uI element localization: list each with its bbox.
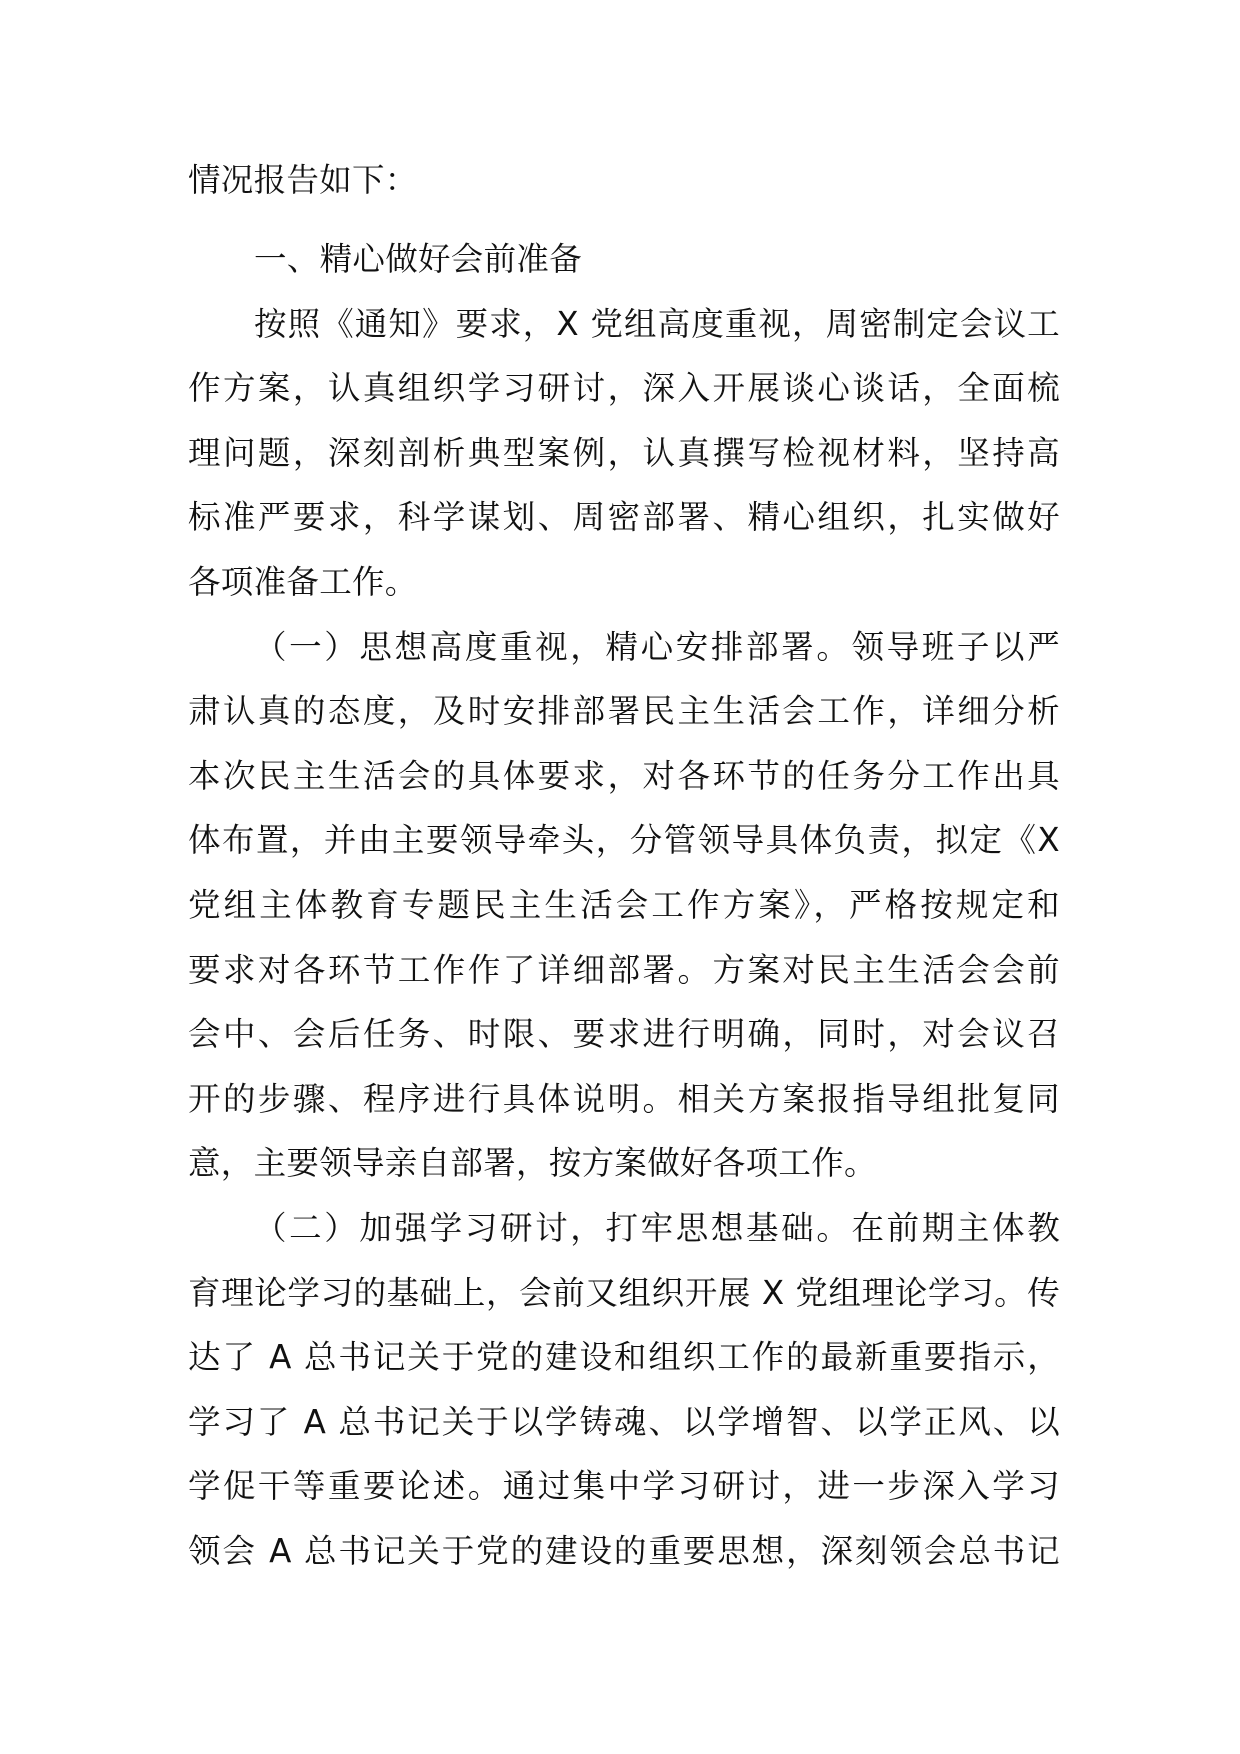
paragraph-2-line-5: 党组主体教育专题民主生活会工作方案》，严格按规定和	[188, 885, 1060, 924]
paragraph-2-line-9: 意，主要领导亲自部署，按方案做好各项工作。	[188, 1144, 877, 1183]
paragraph-2-line-1: （一）思想高度重视，精心安排部署。领导班子以严	[254, 627, 1060, 666]
paragraph-3-line-2: 育理论学习的基础上，会前又组织开展 X 党组理论学习。传	[188, 1273, 1060, 1312]
paragraph-3-line-5: 学促干等重要论述。通过集中学习研讨，进一步深入学习	[188, 1467, 1060, 1506]
paragraph-2-line-6: 要求对各环节工作作了详细部署。方案对民主生活会会前	[188, 950, 1060, 989]
paragraph-1-line-1: 按照《通知》要求，X 党组高度重视，周密制定会议工	[254, 304, 1060, 343]
paragraph-2-line-3: 本次民主生活会的具体要求，对各环节的任务分工作出具	[188, 756, 1060, 795]
paragraph-1-line-2: 作方案，认真组织学习研讨，深入开展谈心谈话，全面梳	[188, 369, 1060, 408]
paragraph-1-line-4: 标准严要求，科学谋划、周密部署、精心组织，扎实做好	[188, 498, 1060, 537]
paragraph-2-line-4: 体布置，并由主要领导牵头，分管领导具体负责，拟定《X	[188, 821, 1060, 860]
paragraph-3-line-1: （二）加强学习研讨，打牢思想基础。在前期主体教	[254, 1208, 1060, 1247]
paragraph-3-line-6: 领会 A 总书记关于党的建设的重要思想，深刻领会总书记	[188, 1531, 1060, 1570]
text-line-intro: 情况报告如下：	[188, 163, 418, 197]
document-body	[188, 163, 1060, 1583]
paragraph-1-line-3: 理问题，深刻剖析典型案例，认真撰写检视材料，坚持高	[188, 433, 1060, 472]
section-heading-1: 一、精心做好会前准备	[254, 240, 583, 278]
paragraph-2-line-7: 会中、会后任务、时限、要求进行明确，同时，对会议召	[188, 1015, 1060, 1054]
paragraph-1-line-5: 各项准备工作。	[188, 562, 418, 601]
paragraph-2-line-8: 开的步骤、程序进行具体说明。相关方案报指导组批复同	[188, 1079, 1060, 1118]
paragraph-3-line-3: 达了 A 总书记关于党的建设和组织工作的最新重要指示，	[188, 1338, 1060, 1377]
paragraph-2-line-2: 肃认真的态度，及时安排部署民主生活会工作，详细分析	[188, 692, 1060, 731]
paragraph-3-line-4: 学习了 A 总书记关于以学铸魂、以学增智、以学正风、以	[188, 1402, 1060, 1441]
